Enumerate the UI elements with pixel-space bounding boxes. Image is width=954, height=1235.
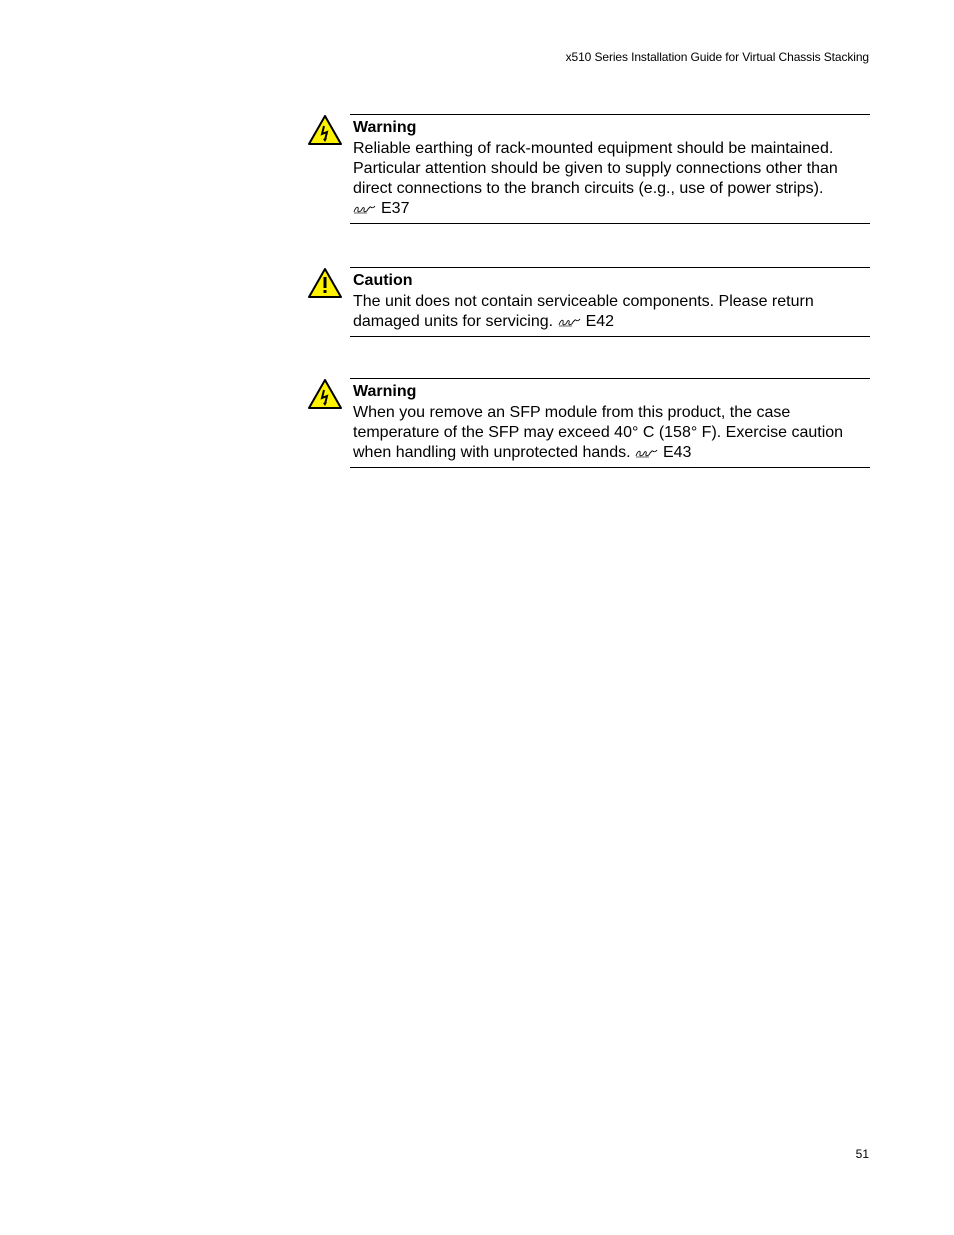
notice-ref-code: E42 xyxy=(585,313,615,330)
notice-body: The unit does not contain serviceable components. Please return damaged units for servicing. xyxy=(353,293,814,330)
notice-title: Warning xyxy=(353,119,417,136)
signature-icon xyxy=(353,204,377,214)
notice-box xyxy=(350,378,870,468)
notice-text xyxy=(353,139,870,219)
notice-ref-code: E43 xyxy=(662,444,692,461)
electrical-hazard-icon xyxy=(307,114,343,146)
signature-icon xyxy=(558,317,582,327)
running-header: x510 Series Installation Guide for Virtual Chassis Stacking xyxy=(565,50,869,64)
notice-ref xyxy=(353,200,409,217)
notice-ref xyxy=(558,313,614,330)
exclamation-hazard-icon xyxy=(307,267,343,299)
notice-box xyxy=(350,267,870,337)
notice-ref-code: E37 xyxy=(381,200,410,217)
notice-text xyxy=(353,403,870,463)
notice-ref xyxy=(635,444,691,461)
electrical-hazard-icon xyxy=(307,378,343,410)
notice-title: Caution xyxy=(353,272,413,289)
page-number: 51 xyxy=(855,1147,869,1161)
notice-box xyxy=(350,114,870,224)
notice-body: When you remove an SFP module from this product, the case temperature of the SFP may exceed 40° C (158° F). Exercise caution when handling with unprotected hands. xyxy=(353,404,844,461)
notice-text xyxy=(353,292,870,332)
notice-body: Reliable earthing of rack-mounted equipment should be maintained. Particular attention should be given to supply connections other than direct connections to the branch circuits (e.g., use of power strips). xyxy=(353,140,838,197)
notice-title: Warning xyxy=(353,383,417,400)
signature-icon xyxy=(635,448,659,458)
